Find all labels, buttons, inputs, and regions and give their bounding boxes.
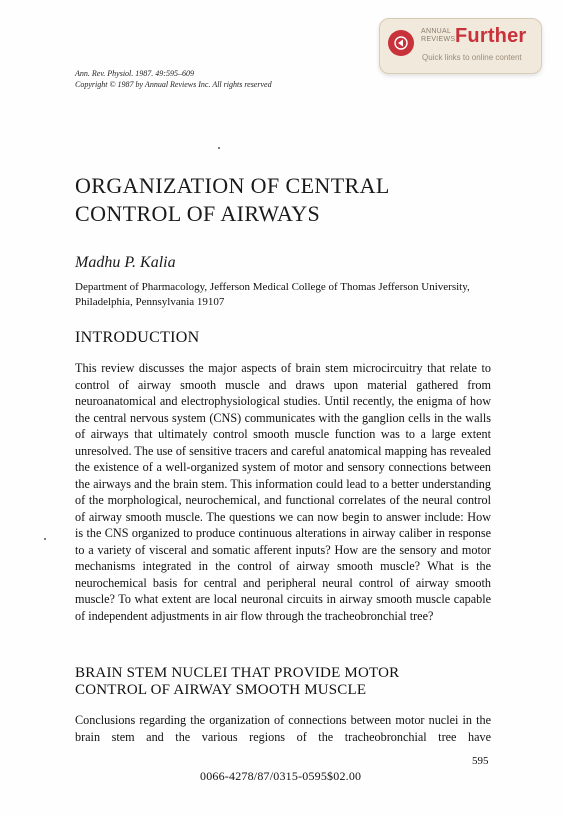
section-heading-introduction: INTRODUCTION — [75, 329, 200, 346]
brain-stem-paragraph: Conclusions regarding the organization of connections between motor nuclei in the brain stem and the various regions of the tracheobronchial tree have — [75, 713, 491, 744]
scan-speck — [44, 538, 46, 540]
scan-speck — [218, 147, 220, 149]
section-heading-brain-stem-line2: CONTROL OF AIRWAY SMOOTH MUSCLE — [75, 681, 367, 698]
page-number: 595 — [472, 755, 489, 767]
badge-title: Further — [455, 25, 527, 47]
article-title — [75, 172, 390, 228]
section-heading-brain-stem-line1: BRAIN STEM NUCLEI THAT PROVIDE MOTOR — [75, 665, 400, 681]
play-left-icon — [388, 30, 414, 56]
citation-copyright: Copyright © 1987 by Annual Reviews Inc. All rights reserved — [75, 79, 272, 89]
article-title-line2: CONTROL OF AIRWAYS — [75, 201, 321, 226]
badge-publisher-line2: REVIEWS — [421, 36, 456, 43]
section-heading-brain-stem — [75, 665, 399, 698]
author-affiliation: Department of Pharmacology, Jefferson Medical College of Thomas Jefferson University, Philadelphia, Pennsylvania 19107 — [75, 281, 470, 308]
badge-tagline: Quick links to online content — [422, 53, 522, 62]
citation-journal: Ann. Rev. Physiol. 1987. 49:595–609 — [75, 69, 194, 78]
citation — [75, 69, 272, 90]
badge-publisher-line1: ANNUAL — [421, 28, 452, 35]
article-code: 0066-4278/87/0315-0595$02.00 — [200, 769, 362, 783]
introduction-paragraph: This review discusses the major aspects of brain stem microcircuitry that relate to control of airway smooth muscle and draws upon material gathered from neuroanatomical and electrophysiological studies. Until recently, the enigma of how the central nervous system (CNS) communicates with the ganglion cells in the walls of airways that ultimately control smooth muscle function was to a large extent unresolved. The use of sensitive tracers and careful anatomical mapping has revealed the existence of a well-organized system of motor and sensory connections between the airways and the brain stem. This information could lead to a better understanding of the morphological, neurochemical, and functional correlates of the neural control of airway smooth muscle. The questions we can now begin to answer include: How is the CNS organized to produce continuous alterations in airway caliber in response to a variety of visceral and somatic afferent inputs? How are the sensory and motor mechanisms integrated in the control of airway smooth muscle? What is the neurochemical basis for central and peripheral neural control of airway smooth muscle? To what extent are local neuronal circuits in airway smooth muscle capable of independent adjustments in air flow through the tracheobronchial tree? — [75, 361, 491, 623]
article-title-line1: ORGANIZATION OF CENTRAL — [75, 173, 390, 198]
further-badge[interactable] — [379, 18, 542, 74]
badge-publisher — [421, 28, 455, 44]
author-name: Madhu P. Kalia — [75, 254, 176, 271]
